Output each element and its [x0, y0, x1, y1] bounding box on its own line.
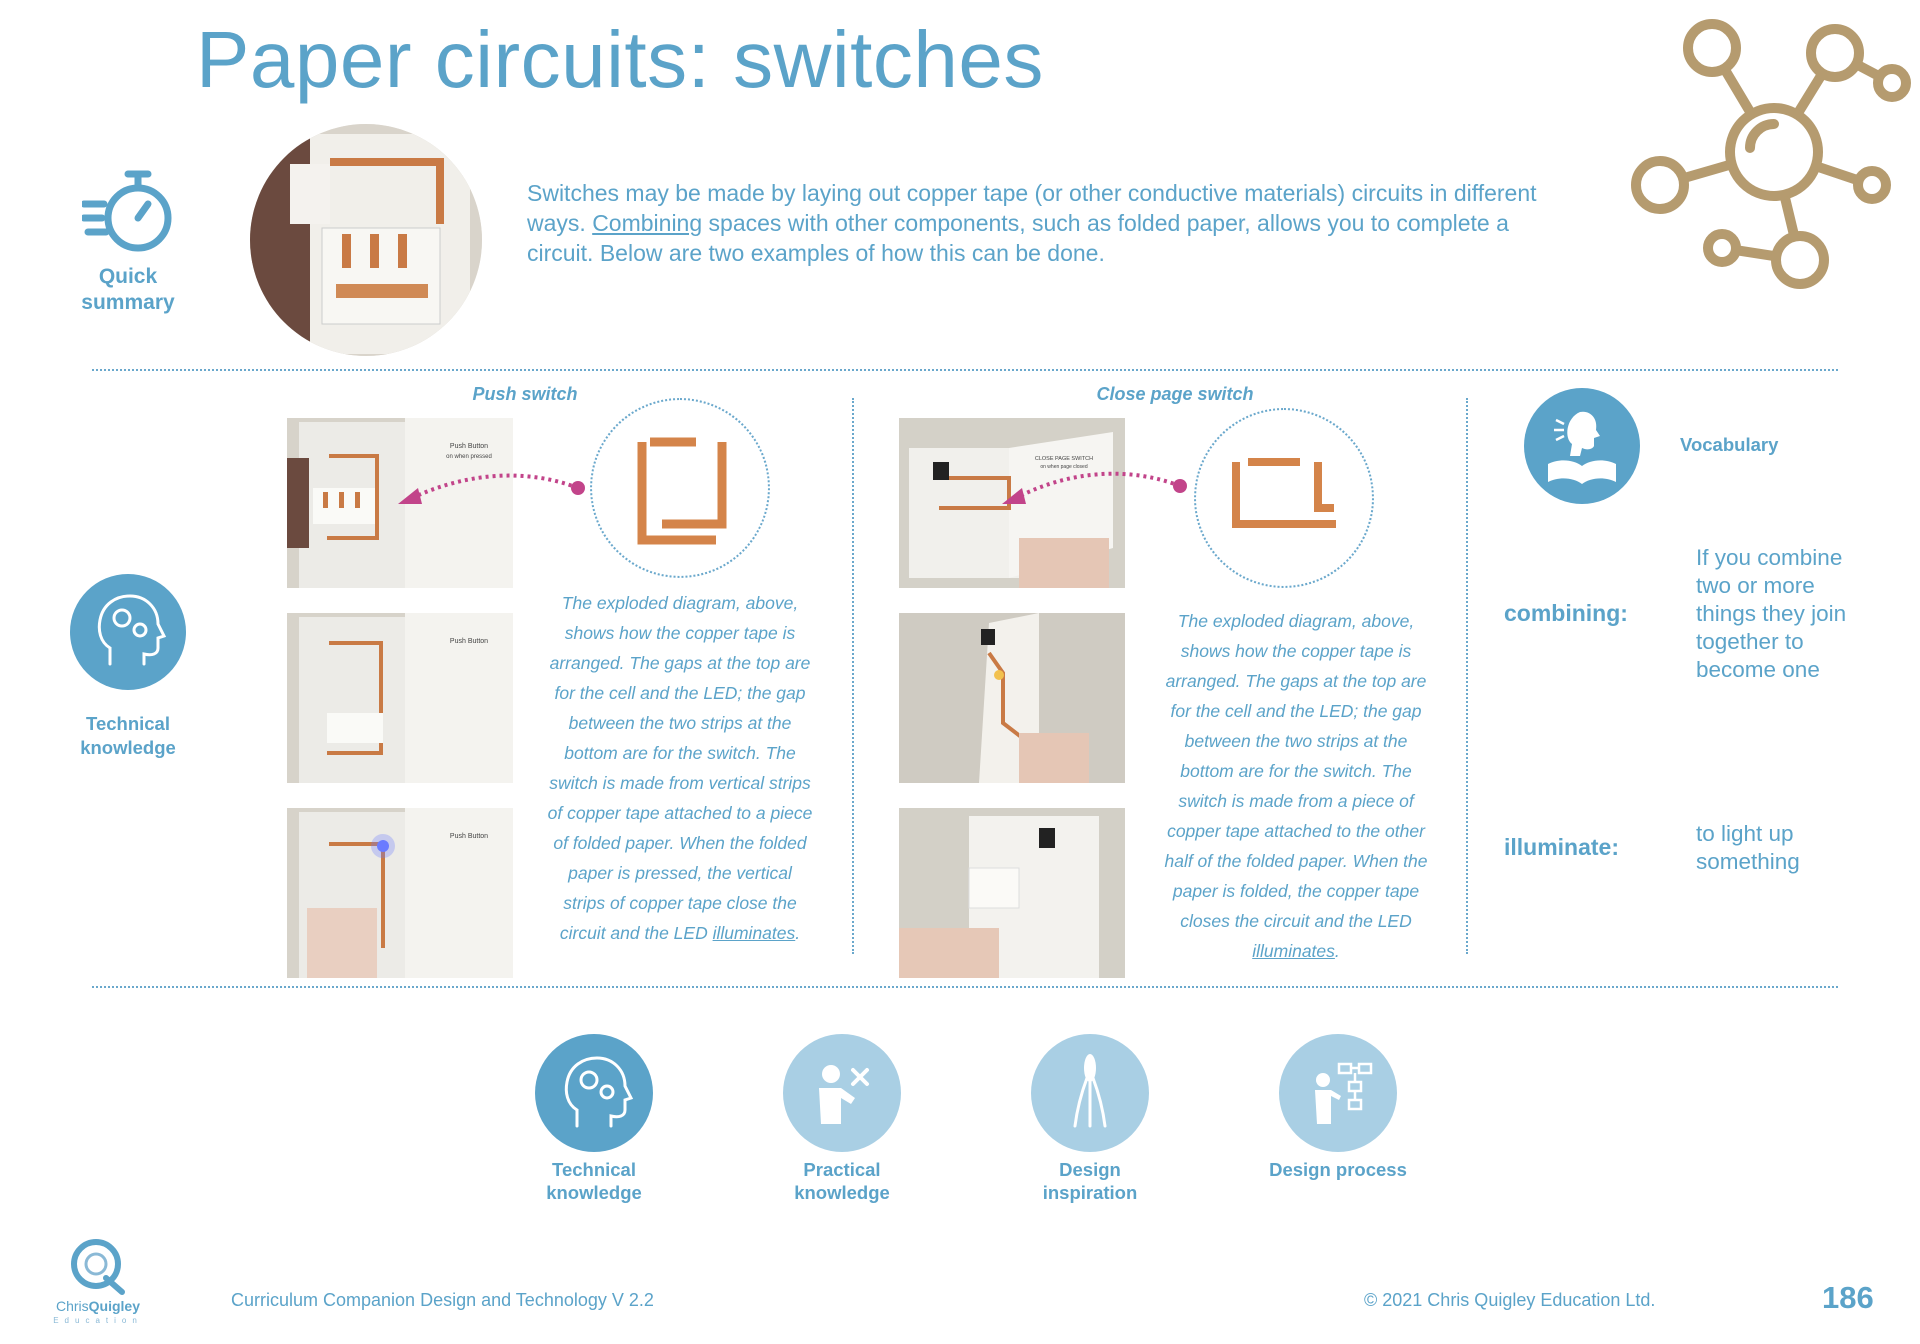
- person-tools-icon: [783, 1034, 901, 1152]
- close-page-description-text: The exploded diagram, above, shows how the copper tape is arranged. The gaps at the top are for the cell and the LED; the gap between the two strips at the bottom are for the switch. The switch is made from a piece of copper tape attached to the other half of the folded paper. When the paper is folded, the copper tape closes the circuit and the LED: [1164, 611, 1428, 931]
- push-switch-diagram: [590, 398, 770, 578]
- intro-text-start: Switches may be made by laying out copper tape (or other conductive materials) circuits in different ways.: [527, 180, 1537, 236]
- vocab-word-combining: combining:: [1504, 600, 1628, 626]
- category-technical-knowledge[interactable]: [535, 1034, 653, 1152]
- column-divider-1: [852, 398, 854, 954]
- push-photo-caption: Push Button: [449, 443, 489, 450]
- svg-text:Push Button: Push Button: [449, 833, 489, 840]
- footer-document-name: Curriculum Companion Design and Technology V 2.2: [231, 1290, 654, 1310]
- category-design-process[interactable]: [1279, 1034, 1397, 1152]
- combining-link[interactable]: Combining: [592, 210, 703, 236]
- chris-quigley-logo-icon: [66, 1232, 130, 1296]
- category-design-inspiration[interactable]: [1031, 1034, 1149, 1152]
- push-switch-photo-3: [287, 808, 513, 978]
- logo-text-chris: Chris: [55, 1298, 89, 1314]
- vocabulary-title: Vocabulary: [1680, 434, 1779, 455]
- push-switch-title: Push switch: [472, 384, 578, 404]
- intro-paragraph: [527, 178, 1547, 268]
- close-illuminates-link[interactable]: illuminates: [1252, 941, 1335, 961]
- vocab-definition-combining: If you combine two or more things they join together to become one: [1696, 545, 1847, 682]
- close-description-end: .: [1334, 941, 1340, 961]
- close-page-arrow: [994, 460, 1202, 510]
- top-divider: [92, 369, 1838, 371]
- juicer-icon: [1031, 1034, 1149, 1152]
- close-page-description: [1162, 606, 1430, 966]
- push-illuminates-link[interactable]: illuminates: [712, 923, 796, 943]
- close-photo-caption: CLOSE PAGE SWITCH: [1034, 456, 1094, 462]
- close-page-photo-3: [899, 808, 1125, 978]
- push-switch-description-text: The exploded diagram, above, shows how the copper tape is arranged. The gaps at the top are for the cell and the LED; the gap between the two strips at the bottom are for the switch. The switch is made from vertical strips of copper tape attached to a piece of folded paper. When the folded paper is pressed, the vertical strips of copper tape close the circuit and the LED: [547, 593, 813, 943]
- logo-subtext: Education: [53, 1316, 143, 1325]
- reading-book-icon: [1524, 388, 1640, 504]
- technical-knowledge-label: Technical knowledge: [80, 713, 176, 758]
- push-description-end: .: [795, 923, 801, 943]
- push-photo-caption-2: on when pressed: [446, 454, 492, 460]
- vocab-definition-illuminate: to light up something: [1696, 821, 1800, 874]
- logo-text-quigley: Quigley: [88, 1298, 141, 1314]
- page-title: Paper circuits: switches: [196, 15, 1044, 104]
- category-design-inspiration-label: Design inspiration: [1042, 1159, 1138, 1203]
- flowchart-presenter-icon: [1279, 1034, 1397, 1152]
- stopwatch-icon: [82, 168, 174, 260]
- page-number: 186: [1822, 1280, 1874, 1315]
- summary-photo: [250, 124, 482, 356]
- head-gears-icon: [535, 1034, 653, 1152]
- category-technical-knowledge-label: Technical knowledge: [546, 1159, 642, 1203]
- close-photo-caption-2: on when page closed: [1040, 464, 1088, 470]
- close-page-copper-layout: [1196, 410, 1372, 586]
- svg-text:Push Button: Push Button: [449, 638, 489, 645]
- close-page-photo-2: [899, 613, 1125, 783]
- bottom-divider: [92, 986, 1838, 988]
- network-hub-icon: [1630, 8, 1920, 298]
- vocab-word-illuminate: illuminate:: [1504, 834, 1620, 860]
- category-practical-knowledge[interactable]: [783, 1034, 901, 1152]
- quick-summary-label: Quick summary: [81, 265, 175, 314]
- push-switch-description: [546, 588, 814, 948]
- intro-text-end: spaces with other components, such as folded paper, allows you to complete a circuit. Below are two examples of how this can be done.: [527, 210, 1509, 266]
- head-gears-icon: [70, 574, 186, 690]
- technical-knowledge-badge: [70, 574, 186, 690]
- vocabulary-badge: [1524, 388, 1640, 504]
- close-page-switch-title: Close page switch: [1096, 384, 1254, 404]
- category-design-process-label: Design process: [1269, 1159, 1407, 1180]
- close-page-diagram: [1194, 408, 1374, 588]
- push-switch-copper-layout: [592, 400, 768, 576]
- category-practical-knowledge-label: Practical knowledge: [794, 1159, 890, 1203]
- push-switch-arrow: [392, 460, 598, 510]
- push-switch-photo-2: [287, 613, 513, 783]
- footer-copyright: © 2021 Chris Quigley Education Ltd.: [1364, 1290, 1656, 1310]
- logo-text: [48, 1298, 148, 1314]
- column-divider-2: [1466, 398, 1468, 954]
